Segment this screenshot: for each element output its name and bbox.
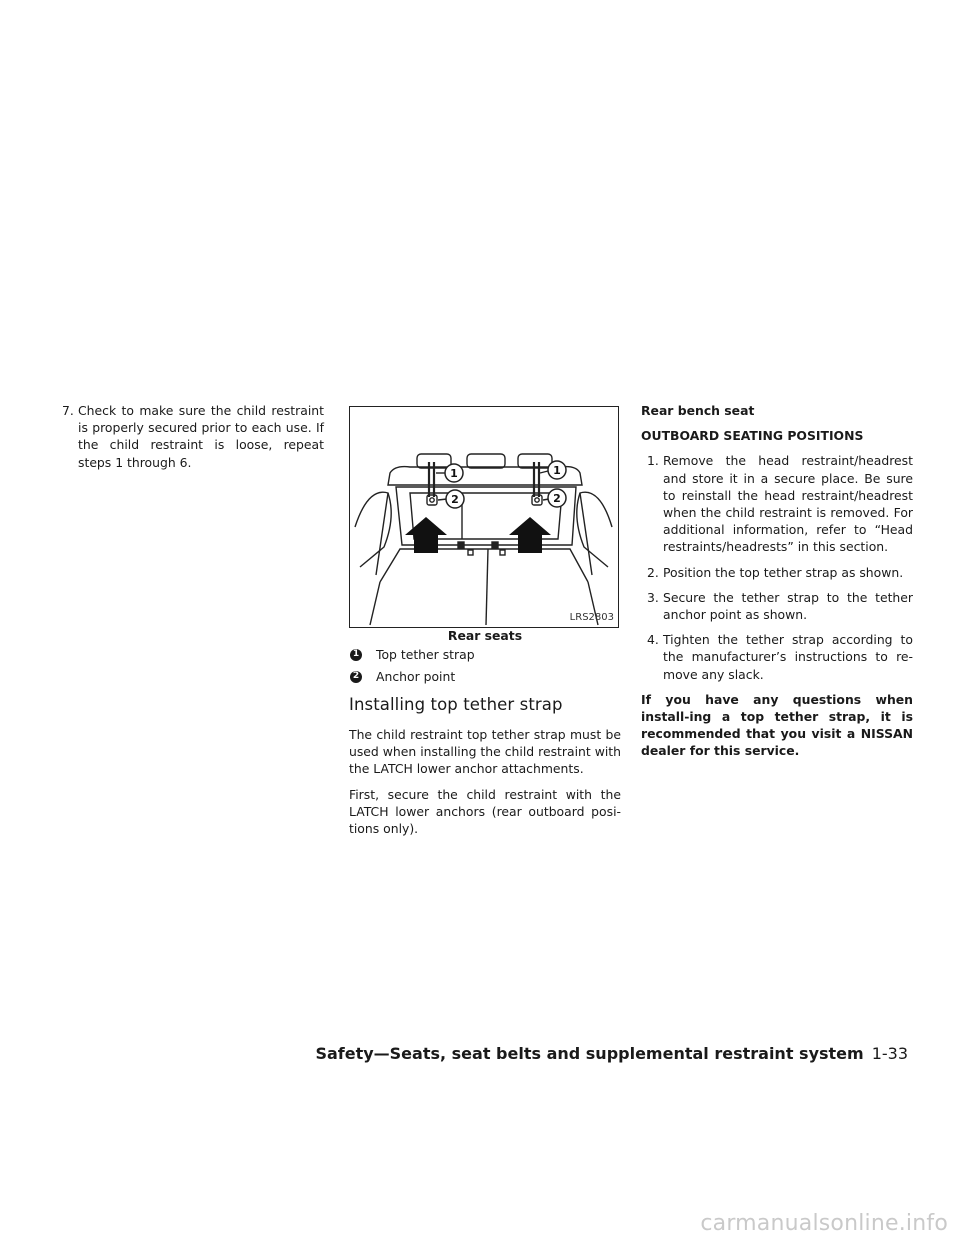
middle-column (349, 406, 621, 845)
callout-1-left-label: 1 (450, 467, 458, 480)
figure-code: LRS2803 (569, 611, 614, 623)
callout-2-left-label: 2 (451, 493, 459, 506)
step-2-text: Position the top tether strap as shown. (663, 564, 904, 580)
subheading-rear-bench: Rear bench seat (641, 403, 755, 418)
legend-label-1: Top tether strap (376, 647, 475, 663)
left-column (62, 402, 324, 479)
step-7-number: 7. (62, 403, 74, 418)
step-4-number: 4. (647, 632, 659, 648)
step-3-number: 3. (647, 589, 659, 605)
watermark: carmanualsonline.info (700, 1211, 948, 1236)
step-2 (641, 564, 913, 581)
figure-caption: Rear seats (447, 628, 523, 643)
rear-seats-figure (349, 406, 619, 628)
legend-item (349, 644, 621, 666)
footer-section-title: Safety—Seats, seat belts and supplemental restraint system (315, 1044, 864, 1063)
page-number: 1-33 (871, 1044, 908, 1063)
step-4 (641, 631, 913, 683)
step-4-text: Tighten the tether strap according to the manufacturer’s instructions to re-move any slack. (663, 632, 913, 682)
legend-item (349, 666, 621, 688)
callout-1-right-label: 1 (553, 464, 561, 477)
legend-label-2: Anchor point (376, 669, 456, 685)
callout-2-right-label: 2 (553, 492, 561, 505)
step-7 (62, 402, 324, 471)
legend-number-1: 1 (350, 649, 362, 661)
step-1-text: Remove the head restraint/headrest and store it in a secure place. Be sure to reinstall the head restraint/headrest when the child restraint is removed. For additional information, refer to “Head restraints/headrests” in this section. (663, 453, 913, 555)
rear-seat-illustration (350, 407, 618, 627)
left-up-arrow (405, 517, 447, 553)
right-up-arrow (509, 517, 551, 553)
right-column (641, 402, 913, 768)
section-heading: Installing top tether strap (349, 695, 563, 714)
step-7-text: Check to make sure the child restraint is properly secured prior to each use. If the child restraint is loose, repeat steps 1 through 6. (78, 403, 324, 470)
center-headrest (467, 454, 505, 468)
legend-number-2: 2 (350, 671, 362, 683)
dealer-recommendation: If you have any questions when install-ing a top tether strap, it is recommended that you visit a NISSAN dealer for this service. (641, 691, 913, 759)
step-2-number: 2. (647, 564, 659, 580)
paragraph-latch: The child restraint top tether strap must be used when installing the child restraint with the LATCH lower anchor attachments. (349, 727, 621, 777)
step-1 (641, 452, 913, 555)
paragraph-first-secure: First, secure the child restraint with the LATCH lower anchors (rear outboard posi-tions only). (349, 786, 621, 837)
step-3-text: Secure the tether strap to the tether anchor point as shown. (663, 589, 913, 623)
subheading-outboard: OUTBOARD SEATING POSITIONS (641, 428, 864, 444)
page-footer (315, 1044, 908, 1064)
step-3 (641, 589, 913, 623)
step-1-number: 1. (647, 453, 659, 469)
